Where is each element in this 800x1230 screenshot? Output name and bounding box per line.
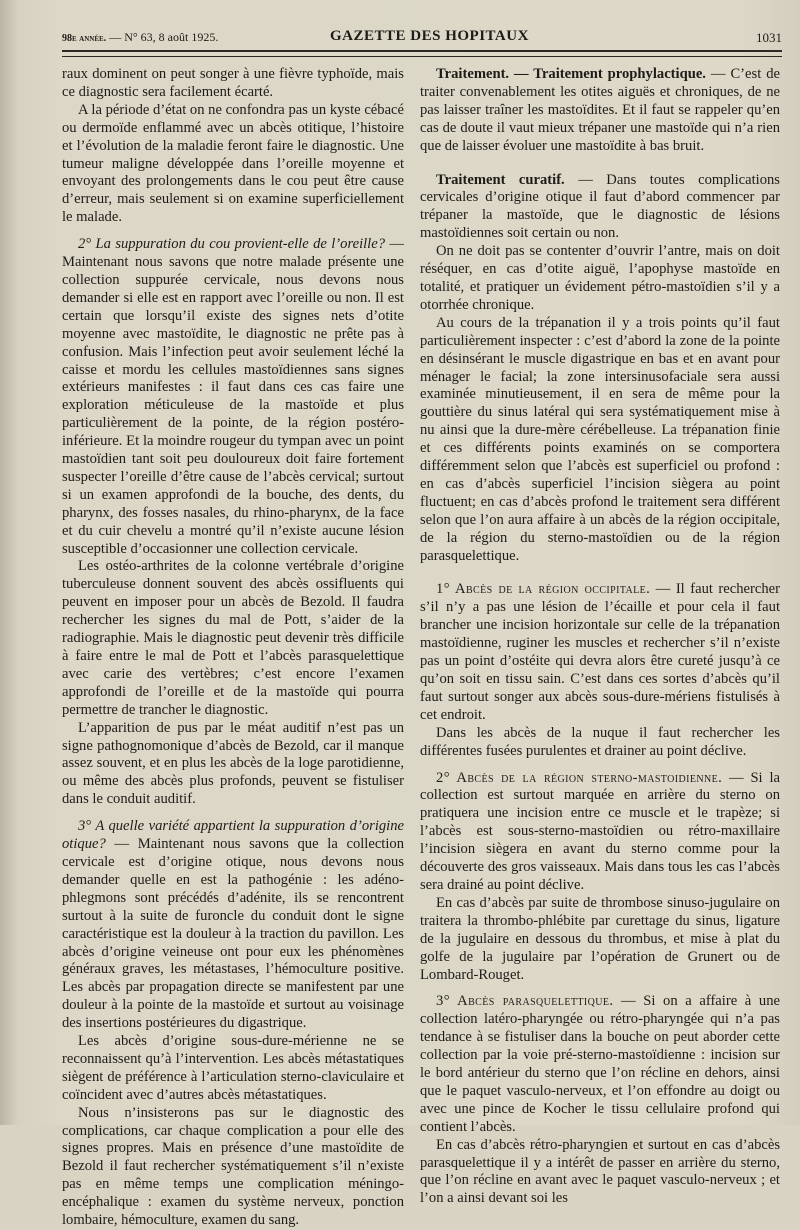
section-paragraph — [420, 770, 780, 895]
paragraph: En cas d’abcès par suite de thrombose sinuso-jugulaire on traitera la thrombo-phlébite par curettage du sinus, ligature de la jugulaire en dessous du thrombus, et mise à plat du golfe de la jugulaire par l’opération de Grunert ou de Lombard-Rouget. — [420, 894, 780, 983]
paragraph: Nous n’insisterons pas sur le diagnostic des complications, car chaque complication a pour elle des signes propres. Mais en présence d’une mastoïdite de Bezold il faut rechercher systématiquement s’il n’existe pas en même temps une complication méningo-encéphalique : examen du système nerveux, ponction lombaire, hémoculture, examen du sang. — [62, 1104, 404, 1229]
page-number: 1031 — [756, 30, 782, 45]
paragraph: L’apparition de pus par le méat auditif n’est pas un signe pathognomonique d’abcès de Bezold, car il manque assez souvent, et en plus les abcès de la loge parotidienne, ou même des abcès plus profonds, peuvent se fistuliser dans le conduit auditif. — [62, 719, 404, 808]
paragraph: On ne doit pas se contenter d’ouvrir l’antre, mais on doit réséquer, en cas d’otite aiguë, l’apophyse mastoïde en totalité, et pratiquer un évidement pétro-mastoïdien s’il y a otorrhée chronique. — [420, 243, 780, 313]
section-paragraph — [62, 236, 404, 558]
paragraph: En cas d’abcès rétro-pharyngien et surtout en cas d’abcès parasquelettique il y a intérêt de passer en arrière du sterno, que l’on récline en avant avec le paquet vasculo-nerveux ; et l’on a ainsi devant soi les — [420, 1136, 780, 1207]
section-paragraph — [420, 172, 780, 244]
paragraph: Les ostéo-arthrites de la colonne vertébrale d’origine tuberculeuse donnent souvent des abcès ossifluents qui peuvent en imposer pour un abcès de Bezold. Il faudra rechercher les signes du mal de Pott, s’aider de la radiographie. Mais le diagnostic peut devenir très difficile à faire entre le mal de Pott et l’abcès parasquelettique avec carie des vertèbres; c’est encore l’examen approfondi de l’oreille et de la mastoïde qui pourra permettre de trancher le diagnostic. — [62, 558, 404, 718]
paragraph-text: — Si la collection est surtout marquée en arrière du sterno on pratiquera une incision entre ce muscle et le trapèze; si l’abcès est sous-sterno-mastoïdien ou rétro-maxillaire l’incision siègera en avant du sterno comme pour la découverte des gros vaisseaux. Mais dans tous les cas l’abcès sera drainé au point déclive. — [420, 769, 780, 893]
section-paragraph — [420, 993, 780, 1136]
paragraph: Au cours de la trépanation il y a trois points qu’il faut particulièrement inspecter : c’est d’abord la zone de la pointe en désinsérant le muscle digastrique en bas et en avant pour ménager le facial; la zone intersinusofaciale sera aussi examinée minutieusement, il en sera de même pour la gouttière du sinus latéral qui sera systématiquement mise à nu ainsi que la dure-mère cérébelleuse. La trépanation finie et ces différents points examinés on se comportera différemment selon que l’abcès est superficiel ou profond : en cas d’abcès superficiel l’incision siègera au point fluctuent; en cas d’abcès profond le traitement sera différent selon que l’on aura affaire à un abcès de la région occipitale, de la région du sterno-mastoïdien ou de la région parasquelettique. — [420, 314, 780, 564]
page-header — [62, 26, 782, 48]
paragraph-text: — Dans toutes complications cervicales d’origine otique il faut d’abord commencer par trépaner la mastoïde, que le diagnostic de lésions mastoïdiennes soit certain ou non. — [420, 171, 780, 242]
paragraph-text: — C’est de traiter convenablement les otites aiguës et chroniques, de ne pas laisser traîner les mastoïdites. Et il faut se rappeler qu’en cas de doute il vaut mieux trépaner une mastoïde qui n’a rien que de laisser évoluer une mastoïdite à bas bruit. — [420, 66, 780, 154]
paragraph-text: — Maintenant nous savons que notre malade présente une collection suppurée cervicale, nous devons nous demander si elle est en rapport avec l’oreille ou non. Il est certain que lorsqu’il existe des signes nets d’otite moyenne avec mastoïdite, le diagnostic ne prête pas à confusion. Mais l’infection peut avoir seulement léché la caisse et mordu les cellules mastoïdiennes sans signes extérieurs manifestes : il faut dans ces cas faire une exploration méticuleuse de la mastoïde et plus particulièrement de la pointe, de la région postéro-inférieure. Et la moindre rougeur du tympan avec un point mastoïdien tant soit peu douloureux doit faire fortement suspecter l’oreille d’être cause de l’abcès cervical; surtout si un examen approfondi de la bouche, des dents, du pharynx, des fosses nasales, du rhino-pharynx, de la face et du cuir chevelu a montré qu’il n’existe aucune lésion susceptible d’occasionner une collection cervicale. — [62, 236, 404, 557]
header-rule — [62, 50, 782, 52]
paragraph-text: — Maintenant nous savons que la collection cervicale est d’origine otique, nous devons nous demander quelle en est la pathogénie : les adéno-phlegmons sont précédés d’adénite, ils se rencontrent surtout à la suite de furoncle du conduit dont le signe caractéristique est la douleur à la traction du pavillon. Les abcès d’origine veineuse ont pour eux les phénomènes généraux graves, les métastases, l’hémoculture positive. Les abcès par propagation directe se manifestent par une douleur à la pointe de la mastoïde et surtout au voisinage des insertions postérieures du digastrique. — [62, 836, 405, 1032]
section-heading: 3° Abcès parasquelettique. — [436, 993, 614, 1010]
section-heading: 2° La suppuration du cou provient-elle de l’oreille? — [78, 236, 386, 253]
header-rule-thin — [62, 56, 782, 57]
section-paragraph — [420, 581, 780, 724]
header-year: 98e année. — [62, 33, 107, 44]
paragraph-text: — Si on a affaire à une collection latéro-pharyngée ou rétro-pharyngée qui n’a pas tendance à se fistuliser dans la bouche on peut aborder cette collection par la voie pré-sterno-mastoïdienne : incision sur le bord antérieur du sterno que l’on récline en dehors, ainsi que le paquet vasculo-nerveux, et l’on effondre au doigt ou avec une pince de Kocher le tissu cellulaire profond qui contient l’abcès. — [420, 993, 780, 1135]
paragraph: A la période d’état on ne confondra pas un kyste cébacé ou dermoïde enflammé avec un abcès otitique, l’histoire et l’évolution de la maladie feront faire le diagnostic. Une tumeur maligne développée dans l’oreille moyenne et envoyant des prolongements dans le cou peut être cause d’erreur, mais seulement si on examine superficiellement le malade. — [62, 101, 404, 226]
section-heading: 1° Abcès de la région occipitale. — [436, 581, 651, 598]
journal-title: GAZETTE DES HOPITAUX — [330, 28, 529, 44]
header-issue: — N° 63, 8 août 1925. — [109, 30, 219, 44]
section-paragraph — [420, 66, 780, 156]
section-heading: Traitement. — Traitement prophylactique. — [436, 66, 706, 82]
section-paragraph — [62, 818, 404, 1033]
paragraph: raux dominent on peut songer à une fièvre typhoïde, mais ce diagnostic sera facilement écarté. — [62, 66, 404, 100]
paragraph-text: — Il faut rechercher s’il n’y a pas une lésion de l’écaille et pour cela il faut brancher une incision horizontale sur celle de la trépanation mastoïdienne, ruginer les muscles et rechercher s’il n’existe pas un point d’ostéite qui devra alors être cureté jusqu’à ce qu’on soit en tissu sain. C’est dans ces sortes d’abcès qu’il faut surtout songer aux abcès sous-dure-mériens fistulisés à cet endroit. — [420, 581, 780, 723]
paragraph: Dans les abcès de la nuque il faut rechercher les différentes fusées purulentes et drainer au point déclive. — [420, 724, 780, 759]
right-column — [420, 66, 780, 1208]
header-issue-info — [62, 30, 218, 45]
section-heading: 3° A quelle variété appartient la suppuration d’origine otique? — [62, 818, 404, 853]
section-heading: Traitement curatif. — [436, 171, 565, 188]
section-heading: 2° Abcès de la région sterno-mastoidienne. — [436, 769, 723, 786]
left-column — [62, 66, 404, 1230]
paragraph: Les abcès d’origine sous-dure-mérienne ne se reconnaissent qu’à l’intervention. Les abcès métastatiques siègent de préférence à l’articulation sterno-claviculaire et coïncident avec d’autres abcès métastatiques. — [62, 1033, 404, 1103]
